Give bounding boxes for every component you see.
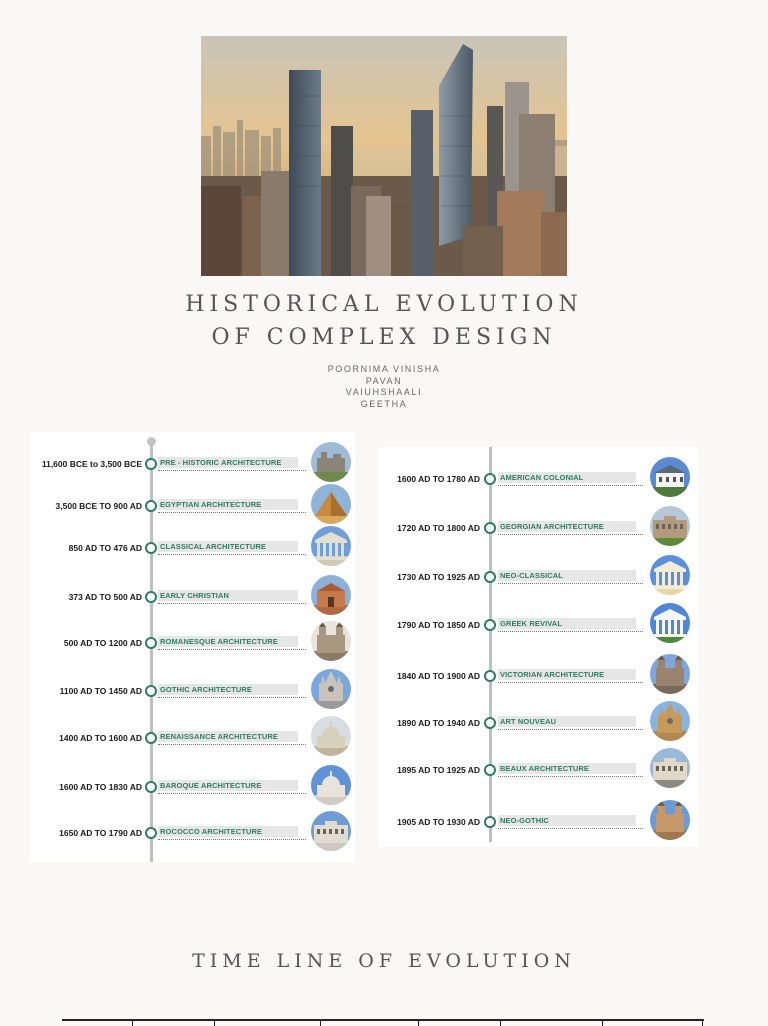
- timeline-node: [484, 717, 496, 729]
- timeline-node: [145, 732, 157, 744]
- timeline-node: [484, 522, 496, 534]
- baroque-church-icon: [311, 765, 351, 805]
- timeline-row: [30, 534, 355, 564]
- timeline-dotted-rule: [498, 729, 643, 730]
- timeline-row: [378, 611, 698, 641]
- basilica-icon: [311, 575, 351, 615]
- victorian-building-icon: [650, 654, 690, 694]
- timeline-row: [378, 709, 698, 739]
- timeline-row: [30, 677, 355, 707]
- greek-revival-house-icon: [650, 603, 690, 643]
- timeline-row: [378, 756, 698, 786]
- timeline-date: 1100 AD TO 1450 AD: [59, 686, 142, 696]
- timeline-label: ROCOCCO ARCHITECTURE: [160, 827, 263, 836]
- stone-ruins-icon: [311, 442, 351, 482]
- skyline-photo: [201, 36, 567, 276]
- timeline-label: NEO-CLASSICAL: [500, 571, 563, 580]
- timeline-label: NEO-GOTHIC: [500, 816, 549, 825]
- timeline-label: CLASSICAL ARCHITECTURE: [160, 542, 266, 551]
- timeline-date: 373 AD TO 500 AD: [68, 592, 142, 602]
- section-title: TIME LINE OF EVOLUTION: [192, 950, 576, 972]
- timeline-node: [145, 542, 157, 554]
- author-name: GEETHA: [360, 398, 408, 409]
- neo-gothic-building-icon: [650, 800, 690, 840]
- timeline-node: [484, 619, 496, 631]
- timeline-dotted-rule: [498, 583, 643, 584]
- timeline-row: [378, 662, 698, 692]
- author-list: [0, 364, 768, 410]
- timeline-node: [484, 764, 496, 776]
- timeline-row: [378, 465, 698, 495]
- timeline-date: 1720 AD TO 1800 AD: [397, 523, 480, 533]
- timeline-label: PRE - HISTORIC ARCHITECTURE: [160, 458, 282, 467]
- timeline-dotted-rule: [498, 485, 643, 486]
- timeline-date: 1730 AD TO 1925 AD: [397, 572, 480, 582]
- timeline-row: [30, 724, 355, 754]
- timeline-date: 1600 AD TO 1830 AD: [59, 782, 142, 792]
- timeline-dotted-rule: [158, 470, 306, 471]
- timeline-date: 1890 AD TO 1940 AD: [397, 718, 480, 728]
- georgian-house-icon: [650, 506, 690, 546]
- timeline-dotted-rule: [158, 603, 306, 604]
- timeline-dotted-rule: [498, 534, 643, 535]
- timeline-node: [145, 827, 157, 839]
- timeline-row: [30, 819, 355, 849]
- timeline-dotted-rule: [158, 697, 306, 698]
- colonial-house-icon: [650, 457, 690, 497]
- timeline-node: [145, 458, 157, 470]
- timeline-row: [378, 563, 698, 593]
- pyramid-icon: [311, 484, 351, 524]
- art-nouveau-tower-icon: [650, 701, 690, 741]
- timeline-node: [145, 591, 157, 603]
- timeline-label: GOTHIC ARCHITECTURE: [160, 685, 253, 694]
- timeline-label: ART NOUVEAU: [500, 717, 557, 726]
- timeline-label: AMERICAN COLONIAL: [500, 473, 584, 482]
- timeline-date: 1895 AD TO 1925 AD: [397, 765, 480, 775]
- romanesque-church-icon: [311, 621, 351, 661]
- timeline-label: GEORGIAN ARCHITECTURE: [500, 522, 604, 531]
- timeline-date: 1840 AD TO 1900 AD: [397, 671, 480, 681]
- timeline-date: 850 AD TO 476 AD: [68, 543, 142, 553]
- timeline-date: 3,500 BCE TO 900 AD: [55, 501, 142, 511]
- timeline-row: [378, 514, 698, 544]
- author-name: VAIUHSHAALI: [345, 387, 423, 397]
- timeline-table-top-edge: [62, 1019, 704, 1026]
- timeline-panel-right: [378, 447, 698, 847]
- timeline-date: 1600 AD TO 1780 AD: [397, 474, 480, 484]
- timeline-dotted-rule: [158, 839, 306, 840]
- timeline-row: [30, 629, 355, 659]
- timeline-panel-left: [30, 432, 355, 862]
- timeline-node: [484, 473, 496, 485]
- timeline-date: 1905 AD TO 1930 AD: [397, 817, 480, 827]
- timeline-node: [145, 637, 157, 649]
- page-title-line1: HISTORICAL EVOLUTION: [185, 292, 583, 317]
- palace-icon: [311, 811, 351, 851]
- timeline-label: GREEK REVIVAL: [500, 619, 563, 628]
- timeline-node: [484, 670, 496, 682]
- author-name: PAVAN: [365, 375, 403, 386]
- timeline-dotted-rule: [498, 776, 643, 777]
- timeline-date: 1400 AD TO 1600 AD: [59, 733, 142, 743]
- timeline-date: 1650 AD TO 1790 AD: [59, 828, 142, 838]
- timeline-label: BEAUX ARCHITECTURE: [500, 764, 590, 773]
- timeline-row: [30, 583, 355, 613]
- timeline-label: BAROQUE ARCHITECTURE: [160, 781, 262, 790]
- timeline-row: [30, 450, 355, 480]
- timeline-dotted-rule: [158, 793, 306, 794]
- neoclassical-facade-icon: [650, 555, 690, 595]
- author-name: POORNIMA VINISHA: [327, 364, 441, 374]
- timeline-dotted-rule: [158, 512, 306, 513]
- timeline-label: ROMANESQUE ARCHITECTURE: [160, 637, 278, 646]
- timeline-label: EARLY CHRISTIAN: [160, 591, 230, 600]
- timeline-label: RENAISSANCE ARCHITECTURE: [160, 732, 278, 741]
- timeline-node: [484, 571, 496, 583]
- timeline-dotted-rule: [158, 649, 306, 650]
- page-title-line2: OF COMPLEX DESIGN: [211, 325, 557, 350]
- timeline-row: [30, 492, 355, 522]
- timeline-dotted-rule: [498, 631, 643, 632]
- timeline-dotted-rule: [158, 554, 306, 555]
- timeline-node: [145, 781, 157, 793]
- timeline-date: 1790 AD TO 1850 AD: [397, 620, 480, 630]
- timeline-row: [378, 808, 698, 838]
- timeline-node: [484, 816, 496, 828]
- timeline-dotted-rule: [498, 682, 643, 683]
- timeline-row: [30, 773, 355, 803]
- timeline-label: VICTORIAN ARCHITECTURE: [500, 670, 605, 679]
- dome-icon: [311, 716, 351, 756]
- beaux-arts-building-icon: [650, 748, 690, 788]
- timeline-dotted-rule: [158, 744, 306, 745]
- timeline-label: EGYPTIAN ARCHITECTURE: [160, 500, 262, 509]
- timeline-dotted-rule: [498, 828, 643, 829]
- timeline-node: [145, 685, 157, 697]
- timeline-node: [145, 500, 157, 512]
- temple-columns-icon: [311, 526, 351, 566]
- gothic-cathedral-icon: [311, 669, 351, 709]
- timeline-date: 11,600 BCE to 3,500 BCE: [41, 459, 142, 469]
- timeline-date: 500 AD TO 1200 AD: [63, 638, 142, 648]
